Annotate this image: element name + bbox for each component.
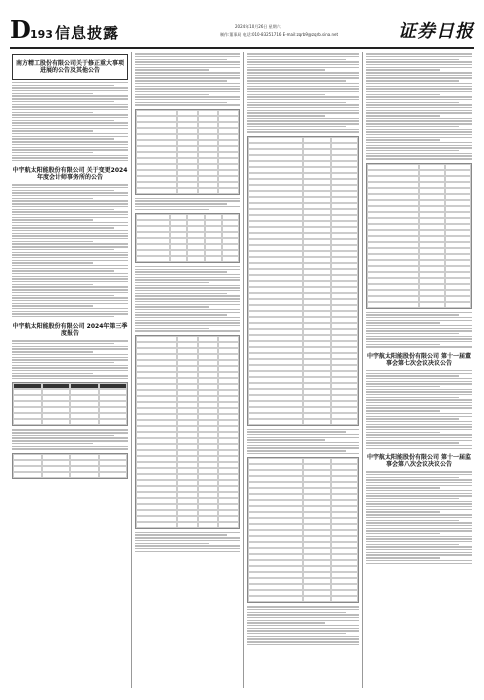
masthead [10, 16, 474, 44]
column-2 [135, 52, 240, 688]
article-body [366, 370, 472, 449]
financial-table [135, 213, 240, 263]
article-title: 中宇航太阳能股份有限公司 关于变更2024年度会计师事务所的公告 [12, 167, 128, 182]
section-letter: D [10, 15, 31, 44]
financial-table [12, 382, 128, 426]
article-body [12, 340, 128, 379]
article-title: 中宇航太阳能股份有限公司 2024年第三季度报告 [12, 323, 128, 338]
article-title: 中宇航太阳能股份有限公司 第十一届董事会第七次会议决议公告 [366, 352, 472, 367]
financial-table [247, 457, 359, 603]
article-body [12, 184, 128, 317]
article-body [135, 198, 240, 210]
newspaper-brand: 证券日报 [398, 21, 474, 42]
article-body [366, 471, 472, 564]
header-rule [10, 47, 474, 49]
article-body [135, 53, 240, 105]
article-body [247, 606, 359, 645]
financial-table [135, 335, 240, 529]
article-title: 中宇航太阳能股份有限公司 第十一届监事会第八次会议决议公告 [366, 454, 472, 469]
article-body [12, 82, 128, 161]
financial-table [12, 453, 128, 479]
column-1 [12, 52, 128, 688]
column-divider [362, 52, 363, 688]
article-body [135, 532, 240, 552]
article-body [366, 312, 472, 348]
financial-table [366, 163, 472, 309]
article-body [12, 429, 128, 449]
article-body [247, 429, 359, 455]
column-4 [366, 52, 472, 688]
article-title: 南方精工股份有限公司关于修正重大事项进展的公告及其他公告 [15, 60, 124, 74]
financial-table [247, 136, 359, 426]
article-body [366, 53, 472, 159]
date-line: 2024年10月26日 星期六 [235, 24, 281, 29]
section-title: 信息披露 [55, 24, 120, 42]
column-divider [243, 52, 244, 688]
contact-line: 制作:董事局 电话:010-83251716 E-mail:zqrb9@zqrb.sina.net [220, 32, 339, 37]
column-divider [131, 52, 132, 688]
page-number: 193 [30, 28, 53, 41]
article-body [247, 53, 359, 132]
article-body [135, 266, 240, 332]
column-3 [247, 52, 359, 688]
article-box [12, 54, 128, 80]
financial-table [135, 109, 240, 195]
